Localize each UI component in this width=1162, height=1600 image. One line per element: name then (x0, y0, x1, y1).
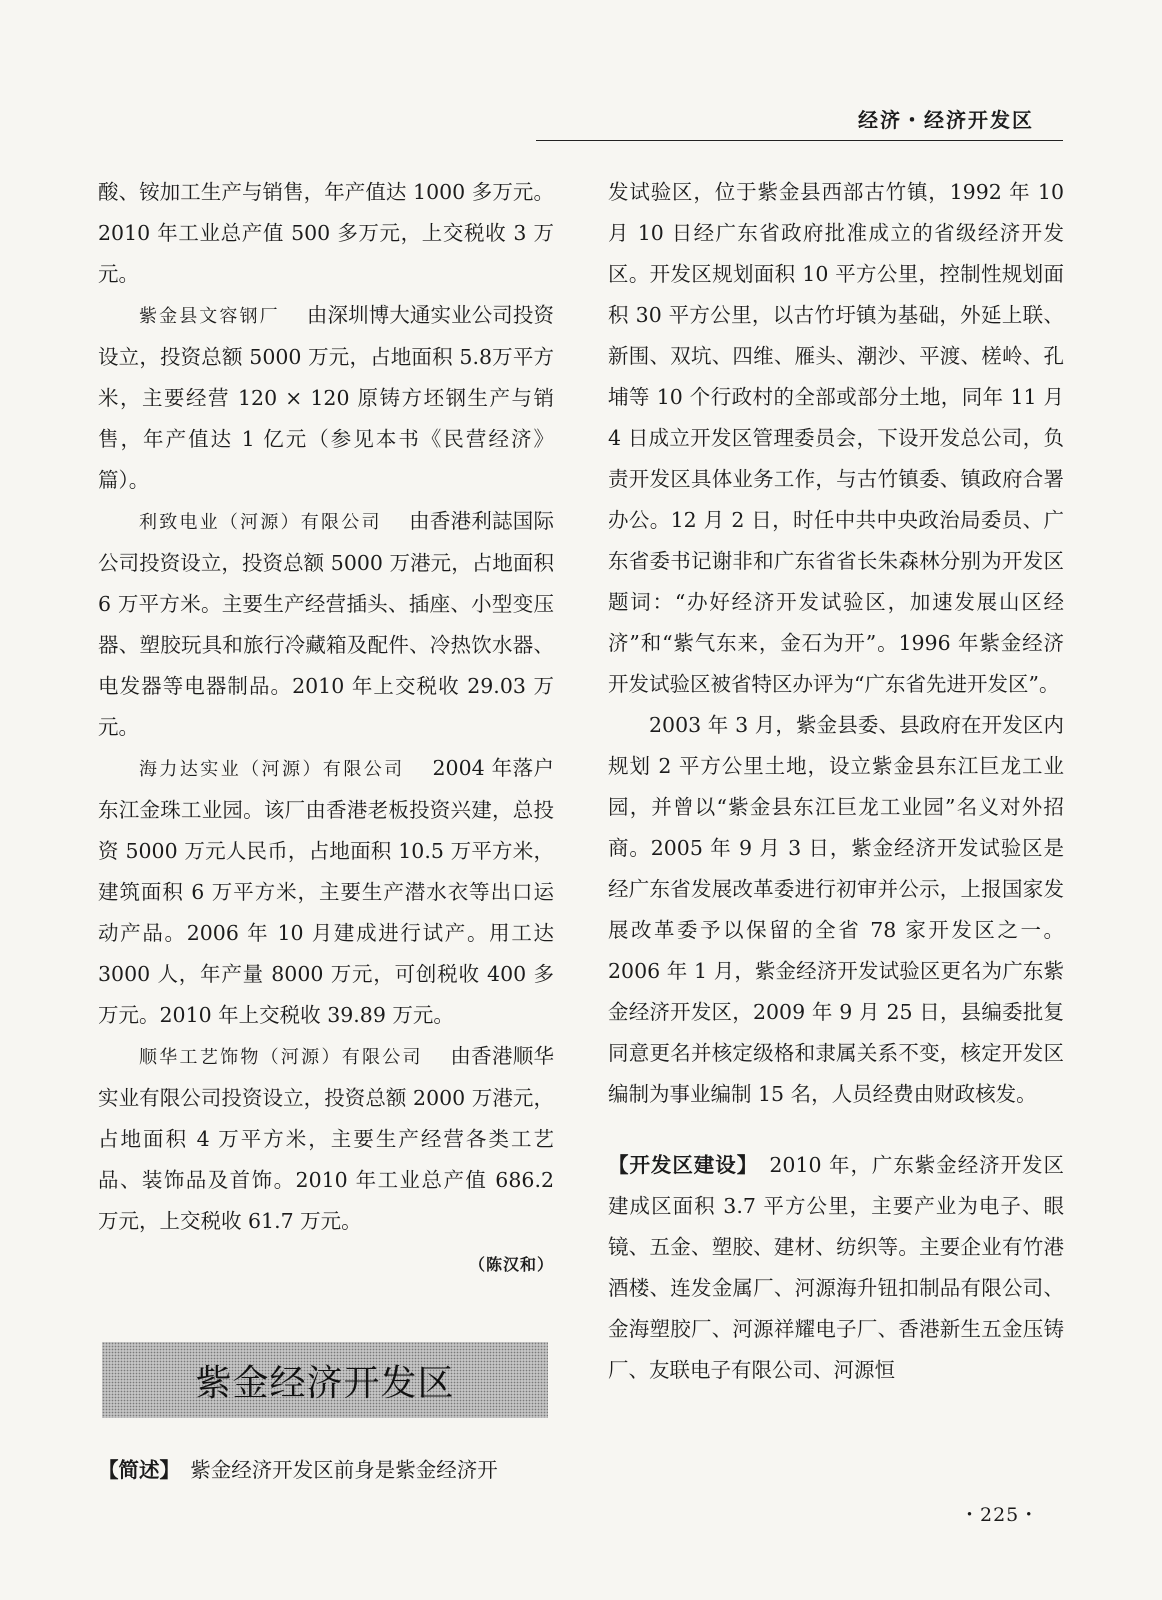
page-number: ・225・ (960, 1504, 1040, 1526)
left-column (98, 172, 554, 1285)
overview-paragraph (98, 1450, 554, 1491)
section-gap (608, 1115, 1064, 1145)
author-signature: （陈汉和） (468, 1255, 554, 1274)
entry-body: 2004 年落户东江金珠工业园。该厂由香港老板投资兴建，总投资 5000 万元人民币，占地面积 10.5 万平方米，建筑面积 6 万平方米，主要生产潜水衣等出口运动产品。2006 年 10 月建成进行试产。用工达 3000 人，年产量 8000 万元，可创税收 400 多万元。2010 年上交税收 39.89 万元。 (98, 756, 554, 1027)
entry-body: 由香港顺华实业有限公司投资设立，投资总额 2000 万港元，占地面积 4 万平方米，主要生产经营各类工艺品、装饰品及首饰。2010 年工业总产值 686.2 万元，上交税收 61.7 万元。 (98, 1044, 554, 1233)
section-title-box (102, 1342, 548, 1418)
entry-body: 由深圳博大通实业公司投资设立，投资总额 5000 万元，占地面积 5.8万平方米，主要经营 120 × 120 原铸方坯钢生产与销售，年产值达 1 亿元（参见本书《民营经济》篇）。 (98, 303, 555, 492)
paragraph-2003: 2003 年 3 月，紫金县委、县政府在开发区内规划 2 平方公里土地，设立紫金县东江巨龙工业园，并曾以“紫金县东江巨龙工业园”名义对外招商。2005 年 9 月 3 日，紫金经济开发试验区是经广东省发展改革委进行初审并公示，上报国家发展改革委予以保留的全省 78 家开发区之一。2006 年 1 月，紫金经济开发试验区更名为广东紫金经济开发区，2009 年 9 月 25 日，县编委批复同意更名并核定级格和隶属关系不变，核定开发区编制为事业编制 15 名，人员经费由财政核发。 (608, 713, 1064, 1106)
header-rule (536, 140, 1063, 141)
construction-text: 2010 年，广东紫金经济开发区建成区面积 3.7 平方公里，主要产业为电子、眼镜、五金、塑胶、建材、纺织等。主要企业有竹港酒楼、连发金属厂、河源海升钮扣制品有限公司、金海塑胶厂、河源祥耀电子厂、香港新生五金压铸厂、友联电子有限公司、河源恒 (608, 1153, 1065, 1382)
enterprise-entry-wenrong (98, 295, 554, 501)
enterprise-entry-shunhua (98, 1036, 554, 1242)
overview-label: 【简述】 (98, 1458, 170, 1482)
paragraph-continuation: 酸、铵加工生产与销售，年产值达 1000 多万元。2010 年工业总产值 500 多万元，上交税收 3 万元。 (98, 180, 554, 286)
enterprise-entry-lizhi (98, 501, 554, 748)
enterprise-entry-hailida (98, 748, 554, 1036)
right-column (608, 172, 1064, 1391)
entry-lead-name: 海力达实业（河源）有限公司 (139, 759, 405, 780)
overview-continuation: 发试验区，位于紫金县西部古竹镇，1992 年 10 月 10 日经广东省政府批准成立的省级经济开发区。开发区规划面积 10 平方公里，控制性规划面积 30 平方公里，以古竹圩镇为基础，外延上联、新围、双坑、四维、雁头、潮沙、平渡、槎岭、孔埔等 10 个行政村的全部或部分土地，同年 11 月 4 日成立开发区管理委员会，下设开发总公司，负责开发区具体业务工作，与古竹镇委、镇政府合署办公。12 月 2 日，时任中共中央政治局委员、广东省委书记谢非和广东省省长朱森林分别为开发区题词：“办好经济开发试验区，加速发展山区经济”和“紫气东来，金石为开”。1996 年紫金经济开发试验区被省特区办评为“广东省先进开发区”。 (608, 180, 1064, 696)
section-title: 紫金经济开发区 (195, 1362, 455, 1404)
construction-paragraph (608, 1145, 1064, 1391)
entry-lead-name: 顺华工艺饰物（河源）有限公司 (139, 1047, 423, 1068)
construction-label: 【开发区建设】 (608, 1153, 748, 1177)
overview-text: 紫金经济开发区前身是紫金经济开 (190, 1458, 498, 1482)
entry-body: 由香港利誌国际公司投资设立，投资总额 5000 万港元，占地面积 6 万平方米。主要生产经营插头、插座、小型变压器、塑胶玩具和旅行冷藏箱及配件、冷热饮水器、电发器等电器制品。2010 年上交税收 29.03 万元。 (98, 509, 554, 739)
entry-lead-name: 利致电业（河源）有限公司 (139, 512, 382, 533)
entry-lead-name: 紫金县文容钢厂 (139, 306, 280, 327)
running-head: 经济・经济开发区 (858, 108, 1034, 132)
